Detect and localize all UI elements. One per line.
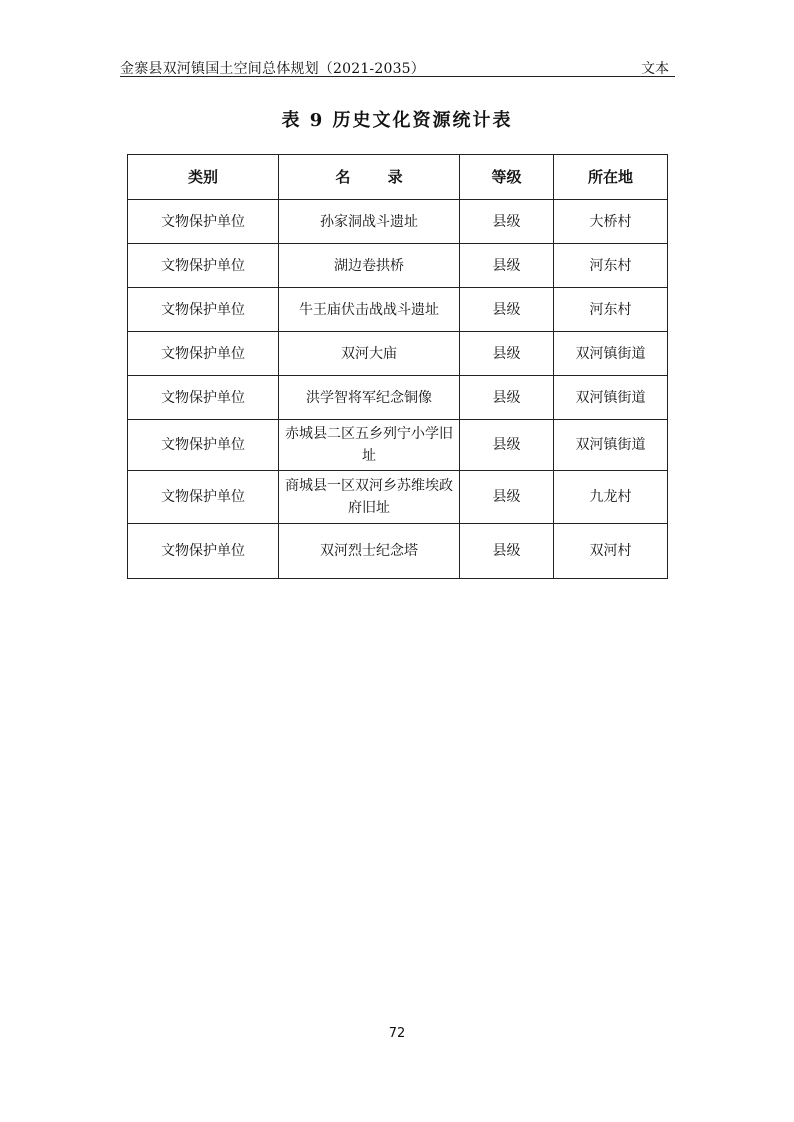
table-title: 表 9 历史文化资源统计表	[281, 110, 513, 131]
table-header-row	[128, 155, 668, 200]
document-title: 金寨县双河镇国土空间总体规划（2021-2035）	[120, 61, 425, 77]
table-row	[128, 420, 668, 471]
table-row	[128, 244, 668, 288]
column-header-category: 类别	[128, 155, 279, 200]
table-row	[128, 376, 668, 420]
cell-level: 县级	[460, 332, 554, 376]
column-header-location: 所在地	[554, 155, 668, 200]
heritage-statistics-table	[127, 154, 668, 579]
cell-level: 县级	[460, 471, 554, 524]
page-number: 72	[388, 1026, 406, 1041]
cell-level: 县级	[460, 288, 554, 332]
cell-category: 文物保护单位	[128, 420, 279, 471]
cell-name: 洪学智将军纪念铜像	[279, 376, 460, 420]
cell-name: 孙家洞战斗遗址	[279, 200, 460, 244]
cell-level: 县级	[460, 420, 554, 471]
cell-category: 文物保护单位	[128, 244, 279, 288]
cell-location: 九龙村	[554, 471, 668, 524]
cell-location: 双河镇街道	[554, 332, 668, 376]
cell-name: 商城县一区双河乡苏维埃政府旧址	[279, 471, 460, 524]
cell-category: 文物保护单位	[128, 376, 279, 420]
cell-name: 牛王庙伏击战战斗遗址	[279, 288, 460, 332]
page-header	[120, 56, 675, 77]
cell-category: 文物保护单位	[128, 524, 279, 579]
table-row	[128, 332, 668, 376]
cell-category: 文物保护单位	[128, 471, 279, 524]
cell-location: 河东村	[554, 244, 668, 288]
cell-level: 县级	[460, 524, 554, 579]
cell-level: 县级	[460, 244, 554, 288]
cell-name: 赤城县二区五乡列宁小学旧址	[279, 420, 460, 471]
cell-name: 湖边卷拱桥	[279, 244, 460, 288]
table-row	[128, 471, 668, 524]
cell-name: 双河大庙	[279, 332, 460, 376]
document-type: 文本	[641, 61, 669, 77]
cell-category: 文物保护单位	[128, 332, 279, 376]
table-row	[128, 200, 668, 244]
table-row	[128, 288, 668, 332]
cell-location: 双河镇街道	[554, 420, 668, 471]
cell-location: 大桥村	[554, 200, 668, 244]
column-header-name: 名 录	[279, 155, 460, 200]
cell-location: 河东村	[554, 288, 668, 332]
table-row	[128, 524, 668, 579]
cell-category: 文物保护单位	[128, 200, 279, 244]
cell-name: 双河烈士纪念塔	[279, 524, 460, 579]
column-header-level: 等级	[460, 155, 554, 200]
cell-location: 双河镇街道	[554, 376, 668, 420]
cell-level: 县级	[460, 376, 554, 420]
cell-category: 文物保护单位	[128, 288, 279, 332]
cell-location: 双河村	[554, 524, 668, 579]
cell-level: 县级	[460, 200, 554, 244]
